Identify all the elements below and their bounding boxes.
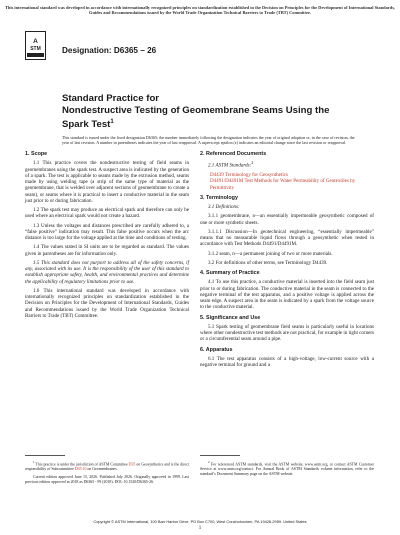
right-column	[200, 147, 374, 371]
para-2-1: 2.1 ASTM Standards:$^2$	[208, 160, 254, 169]
svg-text:STM: STM	[30, 46, 41, 52]
para-1-5: 1.5 This standard does not purport to address all of the safety concerns, if any, associated with its use. It is the responsibility of the user of this standard to establish appropriate safety, health, and environmental practices and determine the applicability of regulatory limitations prior to use.	[25, 259, 189, 285]
title-line-2: Nondestructive Testing of Geomembrane Seams Using the	[62, 104, 330, 116]
para-1-2: 1.2 The spark test may produce an electrical spark and therefore can only be used where an electrical spark would not create a hazard.	[25, 207, 189, 220]
para-1-4: 1.4 The values stated in SI units are to be regarded as standard. The values given in parentheses are for information only.	[25, 244, 189, 257]
svg-text:A: A	[33, 38, 38, 45]
reference-d4439[interactable]: D4439 Terminology for Geosynthetics	[210, 172, 288, 179]
link-d35[interactable]: D35	[128, 462, 136, 467]
section-terminology-heading: 3. Terminology	[200, 194, 238, 201]
copyright-footer: Copyright © ASTM International, 100 Barr Harbor Drive, PO Box C700, West Conshohocken, PA 19428-2959. United States	[93, 519, 307, 524]
left-column	[25, 147, 189, 322]
para-6-1: 6.1 The test apparatus consists of a high-voltage, low-current source with a negative terminal for ground and a	[200, 355, 374, 369]
para-3-2: 3.2 For definitions of other terms, see Terminology D4439.	[208, 259, 328, 266]
footnote-2: $^2$ For referenced ASTM standards, visit the ASTM website, www.astm.org, or contact ASTM Customer Service at www.astm.org/contact. For Annual Book of ASTM Standards volume information, refer to the standard’s Document Summary page on the ASTM website.	[200, 460, 374, 476]
tbt-notice: This international standard was developed in accordance with internationally recognized principles on standardization established in the Decision on Principles for the Development of International Standards, Guides and Recommendations issued by the World Trade Organization Technical Barriers to Trade (TBT) Committee.	[4, 5, 395, 16]
para-1-3: 1.3 Unless the voltages and distances prescribed are carefully adhered to, a “false positive” indication may result. This false positive occurs when the arc distance is too large for the voltage applied at the time and conditions of testing.	[25, 222, 189, 241]
title-line-3: Spark Test$^1$	[62, 118, 114, 130]
footnote-divider-right	[200, 455, 240, 456]
title-line-1: Standard Practice for	[62, 93, 160, 104]
issued-statement: This standard is issued under the fixed designation D6365; the number immediately following the designation indicates the year of original adoption or, in the case of revision, the year of last revision. A number in parentheses indicates the year of last reapproval. A superscript epsilon (ε) indicates an editorial change since the last revision or reapproval.	[62, 135, 355, 146]
section-summary-heading: 4. Summary of Practice	[200, 270, 260, 277]
para-3-1-1: 3.1.1 geomembrane, n—an essentially impermeable geosynthetic composed of one or more synthetic sheets.	[200, 213, 374, 226]
para-5-1: 5.1 Spark testing of geomembrane field seams is particularly useful in locations where other nondestructive test methods are not practical, for example in tight corners or a circumferential seam around a pipe.	[200, 323, 374, 343]
section-referenced-documents-heading: 2. Referenced Documents	[200, 151, 267, 157]
para-3-1-2: 3.1.2 seam, n—a permanent joining of two or more materials.	[208, 250, 333, 257]
section-apparatus-heading: 6. Apparatus	[200, 346, 233, 353]
para-3-1: 3.1 Definitions:	[208, 204, 240, 211]
footnote-1: $^1$ This practice is under the jurisdiction of ASTM Committee D35 on Geosynthetics and is the direct responsibility of Subcommittee D35.10 on Geomembranes. Current edition approved June 15, 2026. Published July 2026. Originally approved in 1999. Last previous edition approved in 2018 as D6365 - 99 (2018). DOI: 10.1520/D6365-26.	[25, 460, 189, 484]
document-title	[62, 93, 362, 131]
para-1-6: 1.6 This international standard was developed in accordance with internationally recognized principles on standardization established in the Decision on Principles for the Development of International Standards, Guides and Recommendations issued by the World Trade Organization Technical Barriers to Trade (TBT) Committee.	[25, 287, 189, 319]
page-number: 1	[198, 526, 202, 531]
para-4-1: 4.1 To use this practice, a conductive material is inserted into the field seam just prior to or during fabrication. The conductive material in the seam is connected to the negative terminal of the test apparatus, and a positive voltage is applied across the seam edge. A suspect area in the seam is indicated by a spark from the voltage source to the conductive material.	[200, 279, 374, 311]
designation: Designation: D6365 – 26	[62, 46, 157, 55]
para-3-1-1-1: 3.1.1.1 Discussion—In geotechnical engineering, “essentially impermeable” means that no measurable liquid flows through a geosynthetic when tested in accordance with Test Methods D4491/D4491M.	[200, 228, 374, 248]
para-1-1: 1.1 This practice covers the nondestructive testing of field seams in geomembranes using the spark test. A suspect area is indicated by the generation of a spark. The test is applicable to seams made by the extrusion method, seams made by using welding tape (a strip of the same type of material as the geomembrane, that is welded over adjacent sections of geomembrane to create a seam), or seams where it is practical to insert a conductive material in the seam just prior to or during fabrication.	[25, 160, 189, 204]
section-scope-heading: 1. Scope	[25, 151, 48, 157]
section-significance-heading: 5. Significance and Use	[200, 314, 261, 321]
astm-logo-icon	[25, 31, 46, 60]
reference-d4491[interactable]: D4491/D4491M Test Methods for Water Permeability of Geotextiles by Permittivity	[210, 178, 356, 191]
link-d35-10[interactable]: D35.10	[74, 467, 87, 472]
footnote-1-edition: Current edition approved June 15, 2026. Published July 2026. Originally approved in 1999. Last previous edition approved in 2018 as D6365 - 99 (2018). DOI: 10.1520/D6365-26.	[25, 474, 189, 484]
footnote-divider-left	[25, 455, 65, 456]
